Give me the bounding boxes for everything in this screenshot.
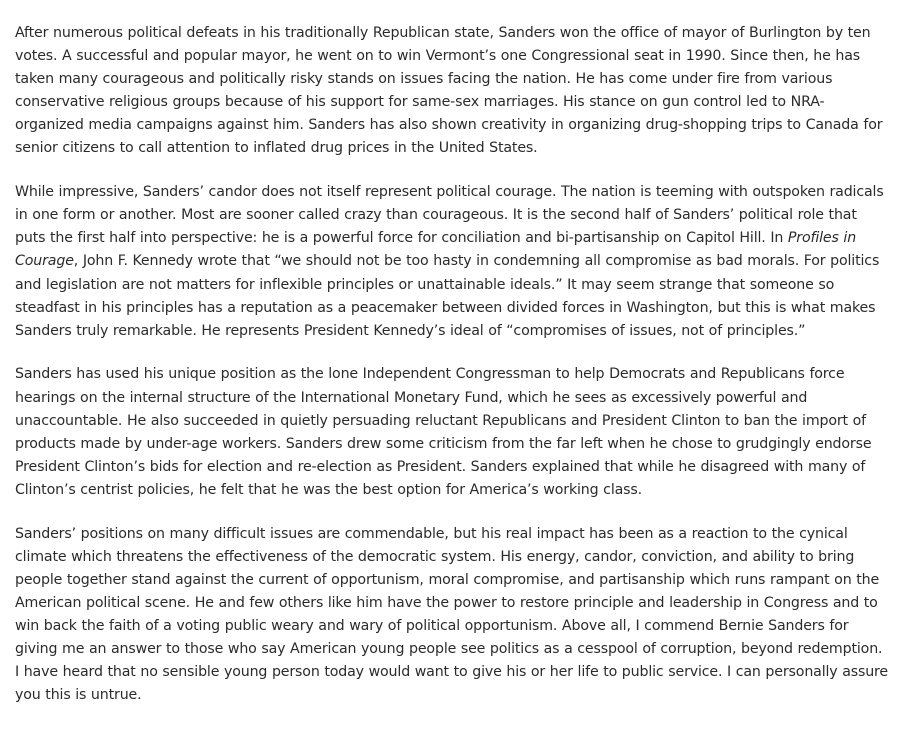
paragraph-2-text-after: , John F. Kennedy wrote that “we should not be too hasty in condemning all compromise as bad morals. For politics and legislation are not matters for inflexible principles or unattainable ideals.” It may seem strange that someone so steadfast in his principles has a reputation as a peacemaker between divided forces in Washington, but this is what makes Sanders truly remarkable. He represents President Kennedy’s ideal of “compromises of issues, not of principles.” [15,253,880,339]
essay-body [15,22,891,728]
paragraph-2 [15,181,891,343]
paragraph-4: Sanders’ positions on many difficult issues are commendable, but his real impact has been as a reaction to the cynical climate which threatens the effectiveness of the democratic system. His energy, candor, conviction, and ability to bring people together stand against the current of opportunism, moral compromise, and partisanship which runs rampant on the American political scene. He and few others like him have the power to restore principle and leadership in Congress and to win back the faith of a voting public weary and wary of political opportunism. Above all, I commend Bernie Sanders for giving me an answer to those who say American young people see politics as a cesspool of corruption, beyond redemption. I have heard that no sensible young person today would want to give his or her life to public service. I can personally assure you this is untrue. [15,525,889,704]
paragraph-3: Sanders has used his unique position as the lone Independent Congressman to help Democrats and Republicans force hearings on the internal structure of the International Monetary Fund, which he sees as excessively powerful and unaccountable. He also succeeded in quietly persuading reluctant Republicans and President Clinton to ban the import of products made by under-age workers. Sanders drew some criticism from the far left when he chose to grudgingly endorse President Clinton’s bids for election and re-election as President. Sanders explained that while he disagreed with many of Clinton’s centrist policies, he felt that he was the best option for America’s working class. [15,366,872,498]
paragraph-1: After numerous political defeats in his traditionally Republican state, Sanders won the office of mayor of Burlington by ten votes. A successful and popular mayor, he went on to win Vermont’s one Congressional seat in 1990. Since then, he has taken many courageous and politically risky stands on issues facing the nation. He has come under fire from various conservative religious groups because of his support for same-sex marriages. His stance on gun control led to NRA-organized media campaigns against him. Sanders has also shown creativity in organizing drug-shopping trips to Canada for senior citizens to call attention to inflated drug prices in the United States. [15,25,883,157]
book-title-italic: Profiles in Courage [15,230,857,270]
paragraph-2-text-before: While impressive, Sanders’ candor does not itself represent political courage. The nation is teeming with outspoken radicals in one form or another. Most are sooner called crazy than courageous. It is the second half of Sanders’ political role that puts the first half into perspective: he is a powerful force for conciliation and bi-partisanship on Capitol Hill. In [15,184,884,247]
